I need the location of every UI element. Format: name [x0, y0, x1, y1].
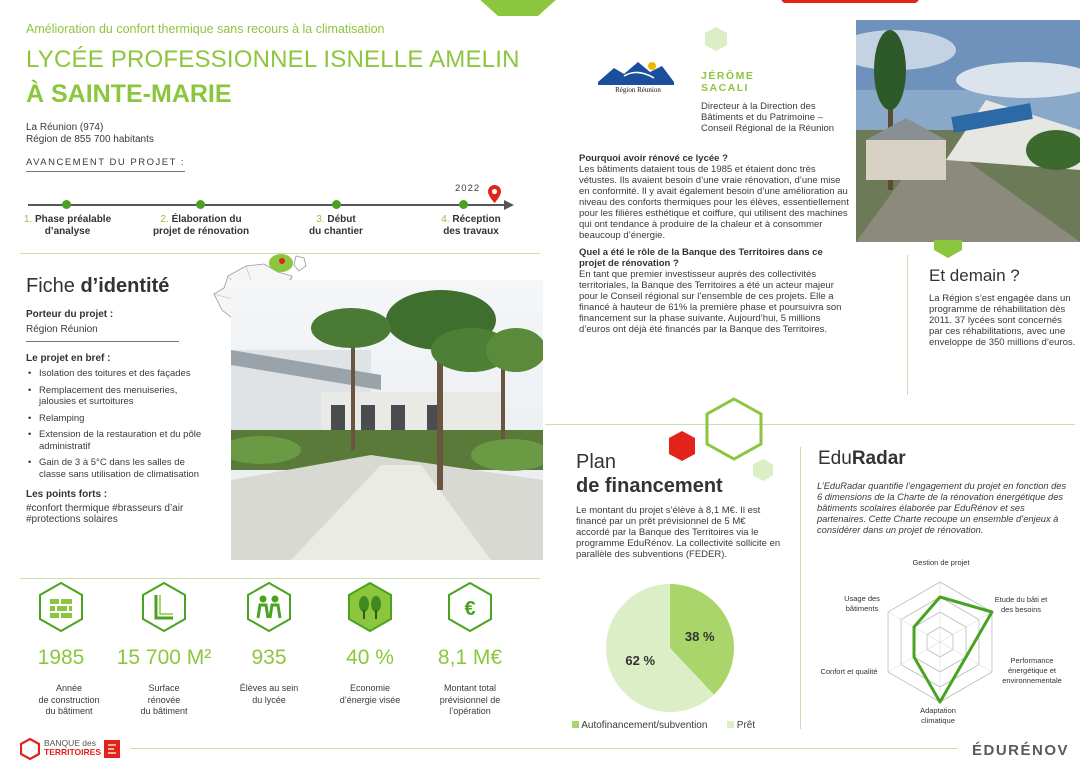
porteur-value: Région Réunion [26, 324, 98, 335]
stat-label-amount: Montant total prévisionnel de l’opération [439, 683, 501, 716]
list-item: • Isolation des toitures et des façades [26, 368, 211, 380]
caisse-depots-logo-icon [104, 740, 120, 758]
eduradar-chart [810, 555, 1080, 730]
pie-label-pret: 62 % [625, 652, 656, 668]
porteur-label: Porteur du projet : [26, 309, 114, 320]
question-1: Pourquoi avoir rénové ce lycée ? [579, 153, 728, 164]
stat-value-surface: 15 700 M² [116, 646, 212, 669]
footer-line [130, 748, 958, 749]
banque-territoires-logo-text: BANQUE des TERRITOIRES [44, 738, 101, 757]
forts-line-1: #confort thermique #brasseurs d’air [26, 503, 184, 514]
euro-icon [447, 582, 493, 632]
trees-icon [347, 582, 393, 632]
list-item: • Extension de la restauration et du pôle administratif [26, 429, 211, 452]
region-logo-text: Région Réunion [615, 86, 661, 94]
demain-text: La Région s’est engagée dans un programme de réhabilitation dès 2011. 37 lycées sont concernés par ces réhabilitations, avec une enveloppe de 350 millions d’euros. [929, 293, 1076, 348]
location-pin-icon [488, 185, 501, 203]
edu-divider [800, 447, 801, 729]
timeline-line [28, 204, 510, 206]
porteur-underline [26, 341, 179, 342]
list-item: • Remplacement des menuiseries, jalousies et surtoitures [26, 385, 211, 408]
financing-pie-chart [600, 578, 740, 718]
page-subtitle: Amélioration du confort thermique sans recours à la climatisation [26, 22, 385, 36]
page-title-location: À SAINTE-MARIE [26, 80, 232, 108]
surface-icon [141, 582, 187, 632]
timeline-step-1: 1. Phase préalable d’analyse [23, 214, 112, 237]
timeline-step-4: 4. Réception des travaux [441, 214, 501, 237]
stat-label-year: Année de construction du bâtiment [38, 683, 100, 716]
banque-territoires-logo-icon [20, 738, 40, 760]
pie-label-autofinancement: 38 % [684, 629, 715, 645]
plan-title: Plan de financement [576, 451, 723, 497]
demain-divider [907, 255, 908, 395]
radar-axis-label: Gestion de projet [912, 558, 970, 567]
eduradar-title: EduRadar [818, 448, 906, 469]
timeline-step-3: 3. Début du chantier [309, 214, 363, 237]
list-item: • Relamping [26, 413, 211, 425]
students-icon [246, 582, 292, 632]
school-entrance-photo [856, 20, 1080, 242]
progress-label: AVANCEMENT DU PROJET : [26, 157, 185, 172]
timeline-year: 2022 [455, 183, 481, 194]
timeline-arrow [504, 200, 514, 210]
timeline-dot-1 [62, 200, 71, 209]
interviewee-name: JÉRÔME SACALI [701, 70, 755, 94]
brick-wall-icon [38, 582, 84, 632]
stat-value-energy: 40 % [346, 646, 394, 669]
timeline-dot-3 [332, 200, 341, 209]
stat-label-energy: Economie d’énergie visée [339, 683, 401, 705]
edurenov-logo: ÉDURÉNOV [972, 742, 1070, 759]
stat-label-surface: Surface rénovée du bâtiment [140, 683, 188, 716]
answer-1: Les bâtiments dataient tous de 1985 et étaient donc très vétustes. Ils avaient besoin d’une vraie rénovation, d’une mise en conformité. Il y avait également besoin d’une amélioration au niveau des conforts thermiques pour les élèves, essentiellement pour les filières esthétique et coiffure, qui utilisent des machines qui ont tendance à produire de la chaleur et à consommer beaucoup d’énergie. [579, 164, 849, 241]
stats-divider [20, 578, 540, 579]
forts-line-2: #protections solaires [26, 514, 118, 525]
decorative-light-hexagon [751, 458, 775, 482]
answer-2: En tant que premier investisseur auprès des collectivités territoriales, la Banque des Territoires a été un acteur majeur pour le Conseil régional sur l’ensemble de ces projets. Elle a financé à hauteur de 61% la première phase et poursuivra son financement sur la phase suivante. Aujourd’hui, 5 millions d’euros ont déjà été financés par la Banque des Territoires. [579, 269, 842, 335]
decorative-green-hexagon-demain [934, 240, 962, 260]
radar-axis-label: Performance énergétique et environnementale [1002, 656, 1062, 685]
question-2: Quel a été le rôle de la Banque des Territoires dans ce projet de rénovation ? [579, 247, 823, 269]
eduradar-intro: L’EduRadar quantifie l’engagement du projet en fonction des 6 dimensions de la Charte de la rénovation énergétique des bâtiments scolaires élaborée par EduRénov et ses partenaires. Cette Charte recoupe un ensemble d’enjeux à considérer dans un projet de rénovation. [817, 481, 1067, 535]
page-title: LYCÉE PROFESSIONNEL ISNELLE AMELIN [26, 46, 520, 73]
svg-text:€: € [464, 598, 476, 620]
legend-label-autofinancement: Autofinancement/subvention [581, 720, 708, 731]
timeline-dot-4 [459, 200, 468, 209]
location-region: La Réunion (974) [26, 122, 104, 133]
list-item: • Gain de 3 à 5°C dans les salles de classe sans utilisation de climatisation [26, 457, 211, 480]
location-population: Région de 855 700 habitants [26, 134, 154, 145]
legend-swatch-autofinancement [572, 721, 579, 728]
decorative-green-hexagon-top [478, 0, 558, 20]
bref-list [26, 368, 211, 485]
radar-axis-label: Etude du bâti et des besoins [994, 595, 1048, 614]
stat-value-amount: 8,1 M€ [437, 646, 503, 669]
radar-axis-label: Usage des bâtiments [844, 594, 880, 613]
stat-value-year: 1985 [37, 646, 85, 669]
radar-axis-label: Adaptation climatique [920, 706, 956, 725]
timeline-step-2: 2. Élaboration du projet de rénovation [152, 214, 250, 237]
legend-swatch-pret [727, 721, 734, 728]
legend-label-pret: Prêt [736, 720, 756, 731]
stat-label-students: Élèves au sein du lycée [239, 683, 299, 705]
demain-title: Et demain ? [929, 266, 1020, 285]
forts-label: Les points forts : [26, 489, 108, 500]
reunion-island-map-icon [268, 252, 308, 274]
fiche-title: Fiche d’identité [26, 275, 170, 297]
timeline-dot-2 [196, 200, 205, 209]
pie-legend [572, 720, 755, 731]
bref-label: Le projet en bref : [26, 353, 111, 364]
stat-value-students: 935 [251, 646, 287, 669]
decorative-small-hexagon-top [703, 26, 729, 52]
interviewee-role: Directeur à la Direction des Bâtiments et du Patrimoine – Conseil Régional de la Réunion [701, 101, 835, 134]
radar-axis-label: Confort et qualité [820, 667, 878, 676]
mid-divider [545, 424, 1075, 425]
school-courtyard-photo [231, 280, 543, 560]
plan-text: Le montant du projet s’élève à 8,1 M€. Il est financé par un prêt prévisionnel de 5 M€ accordé par la Banque des Territoires via le programme EduRénov. La collectivité sollicite en parallèle des subventions (FEDER). [576, 505, 781, 560]
